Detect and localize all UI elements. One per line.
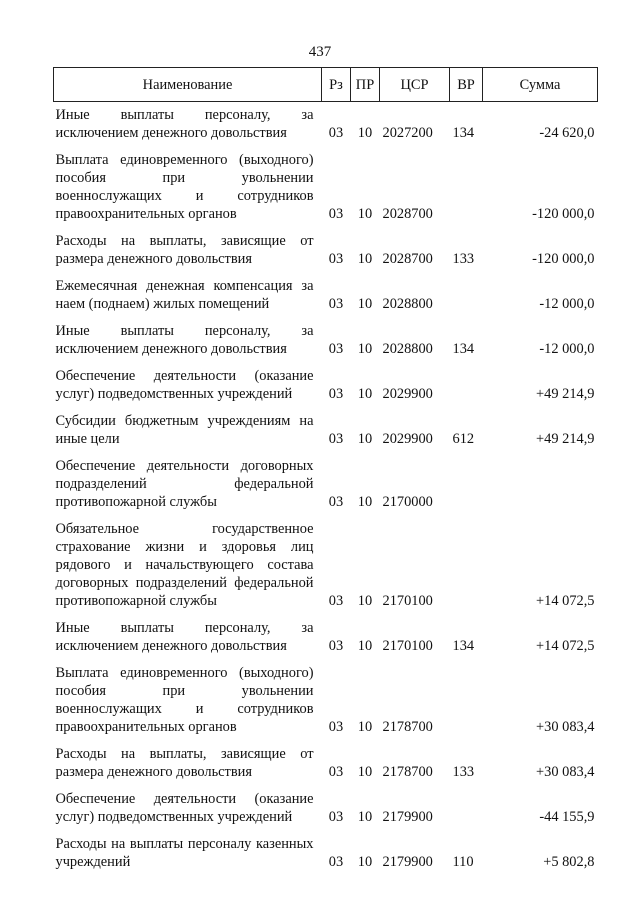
row-sum: +49 214,9 [536,431,595,447]
row-pr: 10 [357,764,373,780]
table-row [54,367,598,412]
row-vr: 134 [452,341,475,357]
page-number: 437 [308,44,332,60]
table-row [54,619,598,664]
row-pr: 10 [357,719,373,735]
row-rz: 03 [328,386,344,402]
table-row [54,520,598,619]
header-vr: ВР [450,68,483,102]
row-pr: 10 [357,386,373,402]
row-pr: 10 [357,494,373,510]
row-rz: 03 [328,206,344,222]
row-rz: 03 [328,341,344,357]
row-sum: -12 000,0 [539,341,595,357]
row-sum: -12 000,0 [539,296,595,312]
row-rz: 03 [328,251,344,267]
row-name: Расходы на выплаты, зависящие от размера денежного довольствия [55,233,314,267]
row-csr: 2170100 [382,593,433,609]
row-sum: +14 072,5 [536,593,595,609]
row-vr [450,664,483,745]
row-vr [450,790,483,835]
table-row [54,412,598,457]
row-pr: 10 [357,431,373,447]
row-pr: 10 [357,125,373,141]
row-pr: 10 [357,593,373,609]
row-csr: 2029900 [382,431,433,447]
row-rz: 03 [328,638,344,654]
row-csr: 2170000 [382,494,433,510]
row-vr [450,520,483,619]
row-sum [483,457,598,520]
header-csr: ЦСР [380,68,450,102]
row-sum: -120 000,0 [532,206,595,222]
row-sum: +30 083,4 [536,764,595,780]
row-vr: 134 [452,125,475,141]
row-name: Субсидии бюджетным учреждениям на иные цели [55,413,314,447]
table-row [54,151,598,232]
row-pr: 10 [357,296,373,312]
table-row [54,277,598,322]
row-csr: 2179900 [382,809,433,825]
row-name: Выплата единовременного (выходного) пособия при увольнении военнослужащих и сотрудников правоохранительных органов [55,152,314,222]
row-rz: 03 [328,296,344,312]
row-vr [450,151,483,232]
row-name: Иные выплаты персоналу, за исключением денежного довольствия [55,620,314,654]
row-name: Иные выплаты персоналу, за исключением денежного довольствия [55,107,314,141]
row-rz: 03 [328,719,344,735]
table-row [54,322,598,367]
row-rz: 03 [328,593,344,609]
row-name: Ежемесячная денежная компенсация за наем (поднаем) жилых помещений [55,278,314,312]
row-sum: -120 000,0 [532,251,595,267]
row-sum: -24 620,0 [539,125,595,141]
row-sum: +30 083,4 [536,719,595,735]
header-name: Наименование [54,68,322,102]
row-vr [450,457,483,520]
row-pr: 10 [357,251,373,267]
row-rz: 03 [328,854,344,870]
row-name: Обязательное государственное страхование жизни и здоровья лиц рядового и начальствующего состава договорных подразделений федеральной противопожарной службы [55,521,314,609]
row-name: Обеспечение деятельности договорных подразделений федеральной противопожарной службы [55,458,314,510]
row-sum: +49 214,9 [536,386,595,402]
budget-table [53,67,598,880]
table-row [54,664,598,745]
row-rz: 03 [328,809,344,825]
row-pr: 10 [357,206,373,222]
row-vr [450,277,483,322]
row-csr: 2029900 [382,386,433,402]
row-rz: 03 [328,764,344,780]
row-name: Выплата единовременного (выходного) пособия при увольнении военнослужащих и сотрудников правоохранительных органов [55,665,314,735]
table-row [54,457,598,520]
table-header-row [54,68,598,102]
row-name: Иные выплаты персоналу, за исключением денежного довольствия [55,323,314,357]
row-csr: 2178700 [382,764,433,780]
row-vr: 612 [452,431,475,447]
row-name: Расходы на выплаты, зависящие от размера денежного довольствия [55,746,314,780]
row-name: Расходы на выплаты персоналу казенных учреждений [55,836,314,870]
header-pr: ПР [351,68,380,102]
row-pr: 10 [357,638,373,654]
table-row [54,835,598,880]
row-vr: 133 [452,764,475,780]
row-rz: 03 [328,494,344,510]
row-csr: 2170100 [382,638,433,654]
row-pr: 10 [357,809,373,825]
row-name: Обеспечение деятельности (оказание услуг) подведомственных учреждений [55,368,314,402]
row-vr: 134 [452,638,475,654]
row-csr: 2027200 [382,125,433,141]
row-vr [450,367,483,412]
row-csr: 2179900 [382,854,433,870]
row-sum: +14 072,5 [536,638,595,654]
row-csr: 2178700 [382,719,433,735]
row-csr: 2028800 [382,296,433,312]
table-row [54,102,598,152]
table-row [54,790,598,835]
row-rz: 03 [328,125,344,141]
table-row [54,745,598,790]
row-rz: 03 [328,431,344,447]
row-csr: 2028700 [382,251,433,267]
header-rz: Рз [322,68,351,102]
row-pr: 10 [357,341,373,357]
row-name: Обеспечение деятельности (оказание услуг) подведомственных учреждений [55,791,314,825]
row-sum: +5 802,8 [543,854,595,870]
row-csr: 2028700 [382,206,433,222]
row-vr: 133 [452,251,475,267]
header-sum: Сумма [483,68,598,102]
row-pr: 10 [357,854,373,870]
table-body [54,102,598,881]
row-csr: 2028800 [382,341,433,357]
row-sum: -44 155,9 [539,809,595,825]
row-vr: 110 [452,854,474,870]
table-row [54,232,598,277]
